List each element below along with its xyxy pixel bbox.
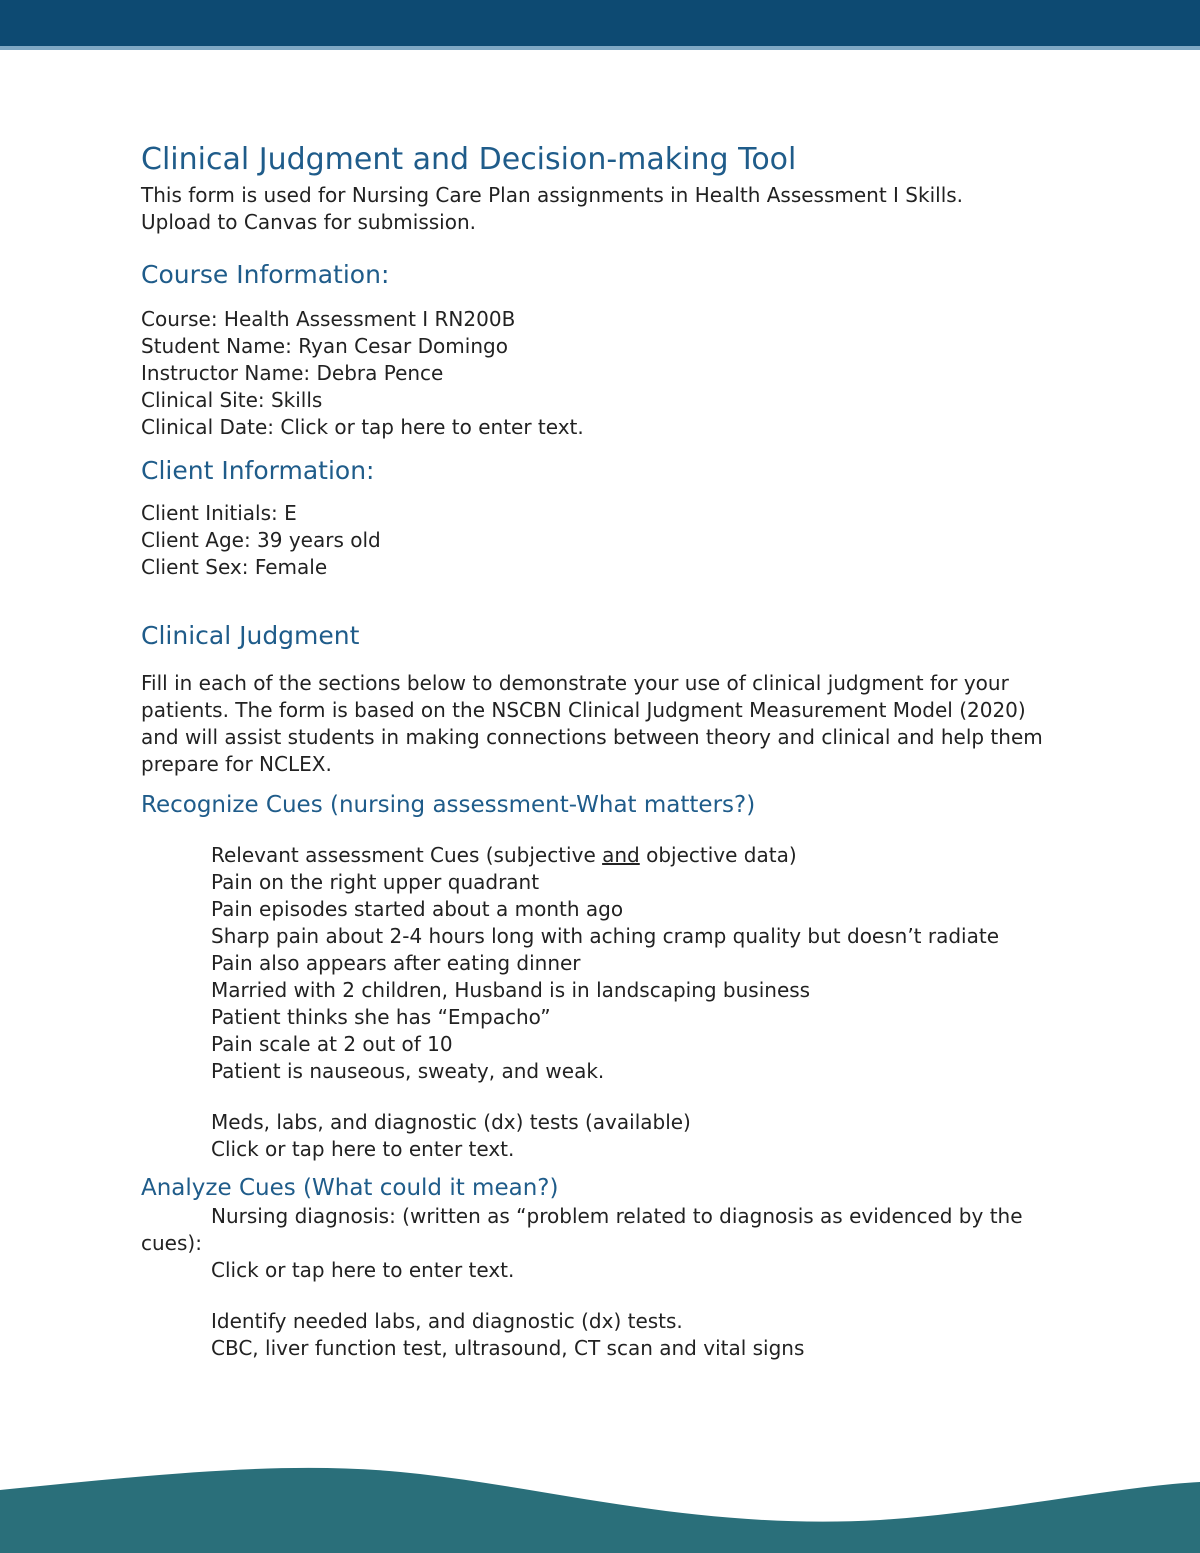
clinical-judgment-description: Fill in each of the sections below to demonstrate your use of clinical judgment for your patients. The form is based on the NSCBN Clinical Judgment Measurement Model (2020) and will assist students in making connections between theory and clinical and help them prepare for NCLEX. <box>141 671 1043 776</box>
intro-text: Upload to Canvas for submission. <box>141 210 476 234</box>
clinical-site-field: Clinical Site: Skills <box>141 388 323 412</box>
client-sex-field: Client Sex: Female <box>141 555 328 579</box>
client-info-heading: Client Information: <box>141 456 375 485</box>
list-item: Sharp pain about 2-4 hours long with aching cramp quality but doesn’t radiate <box>211 924 1000 948</box>
instructor-name-field: Instructor Name: Debra Pence <box>141 361 444 385</box>
meds-labs-label: Meds, labs, and diagnostic (dx) tests (available) <box>211 1110 691 1134</box>
needed-labs-value: CBC, liver function test, ultrasound, CT scan and vital signs <box>211 1336 805 1360</box>
needed-labs-label: Identify needed labs, and diagnostic (dx) tests. <box>211 1309 683 1333</box>
recognize-cues-section <box>141 842 1061 1163</box>
page-title: Clinical Judgment and Decision-making Tool <box>141 142 797 177</box>
list-item: Pain also appears after eating dinner <box>211 951 581 975</box>
list-item: Pain scale at 2 out of 10 <box>211 1032 453 1056</box>
bottom-wave-decoration <box>0 1460 1200 1553</box>
list-item: Married with 2 children, Husband is in landscaping business <box>211 978 811 1002</box>
clinical-judgment-heading: Clinical Judgment <box>141 621 360 650</box>
list-item: Patient thinks she has “Empacho” <box>211 1005 551 1029</box>
student-name-field: Student Name: Ryan Cesar Domingo <box>141 334 508 358</box>
course-field: Course: Health Assessment I RN200B <box>141 307 516 331</box>
client-age-field: Client Age: 39 years old <box>141 528 381 552</box>
document-body <box>141 138 1061 1362</box>
course-info-section <box>141 306 1061 441</box>
client-info-section <box>141 500 1061 581</box>
meds-labs-field[interactable]: Click or tap here to enter text. <box>211 1137 515 1161</box>
list-item: Pain on the right upper quadrant <box>211 870 540 894</box>
analyze-cues-heading: Analyze Cues (What could it mean?) <box>141 1175 559 1201</box>
nursing-diagnosis-label: Nursing diagnosis: (written as “problem related to diagnosis as evidenced by the cues): <box>141 1204 1023 1255</box>
top-banner <box>0 0 1200 50</box>
nursing-diagnosis-field[interactable]: Click or tap here to enter text. <box>211 1258 515 1282</box>
list-item: Pain episodes started about a month ago <box>211 897 624 921</box>
course-info-heading: Course Information: <box>141 260 390 289</box>
clinical-date-field[interactable]: Clinical Date: Click or tap here to enter text. <box>141 415 584 439</box>
list-item: Patient is nauseous, sweaty, and weak. <box>211 1059 605 1083</box>
intro-text: This form is used for Nursing Care Plan assignments in Health Assessment I Skills. <box>141 183 964 207</box>
cues-subheading: Relevant assessment Cues (subjective and objective data) <box>211 843 797 867</box>
analyze-cues-section <box>141 1203 1061 1362</box>
recognize-cues-heading: Recognize Cues (nursing assessment-What matters?) <box>141 792 756 818</box>
client-initials-field: Client Initials: E <box>141 501 297 525</box>
